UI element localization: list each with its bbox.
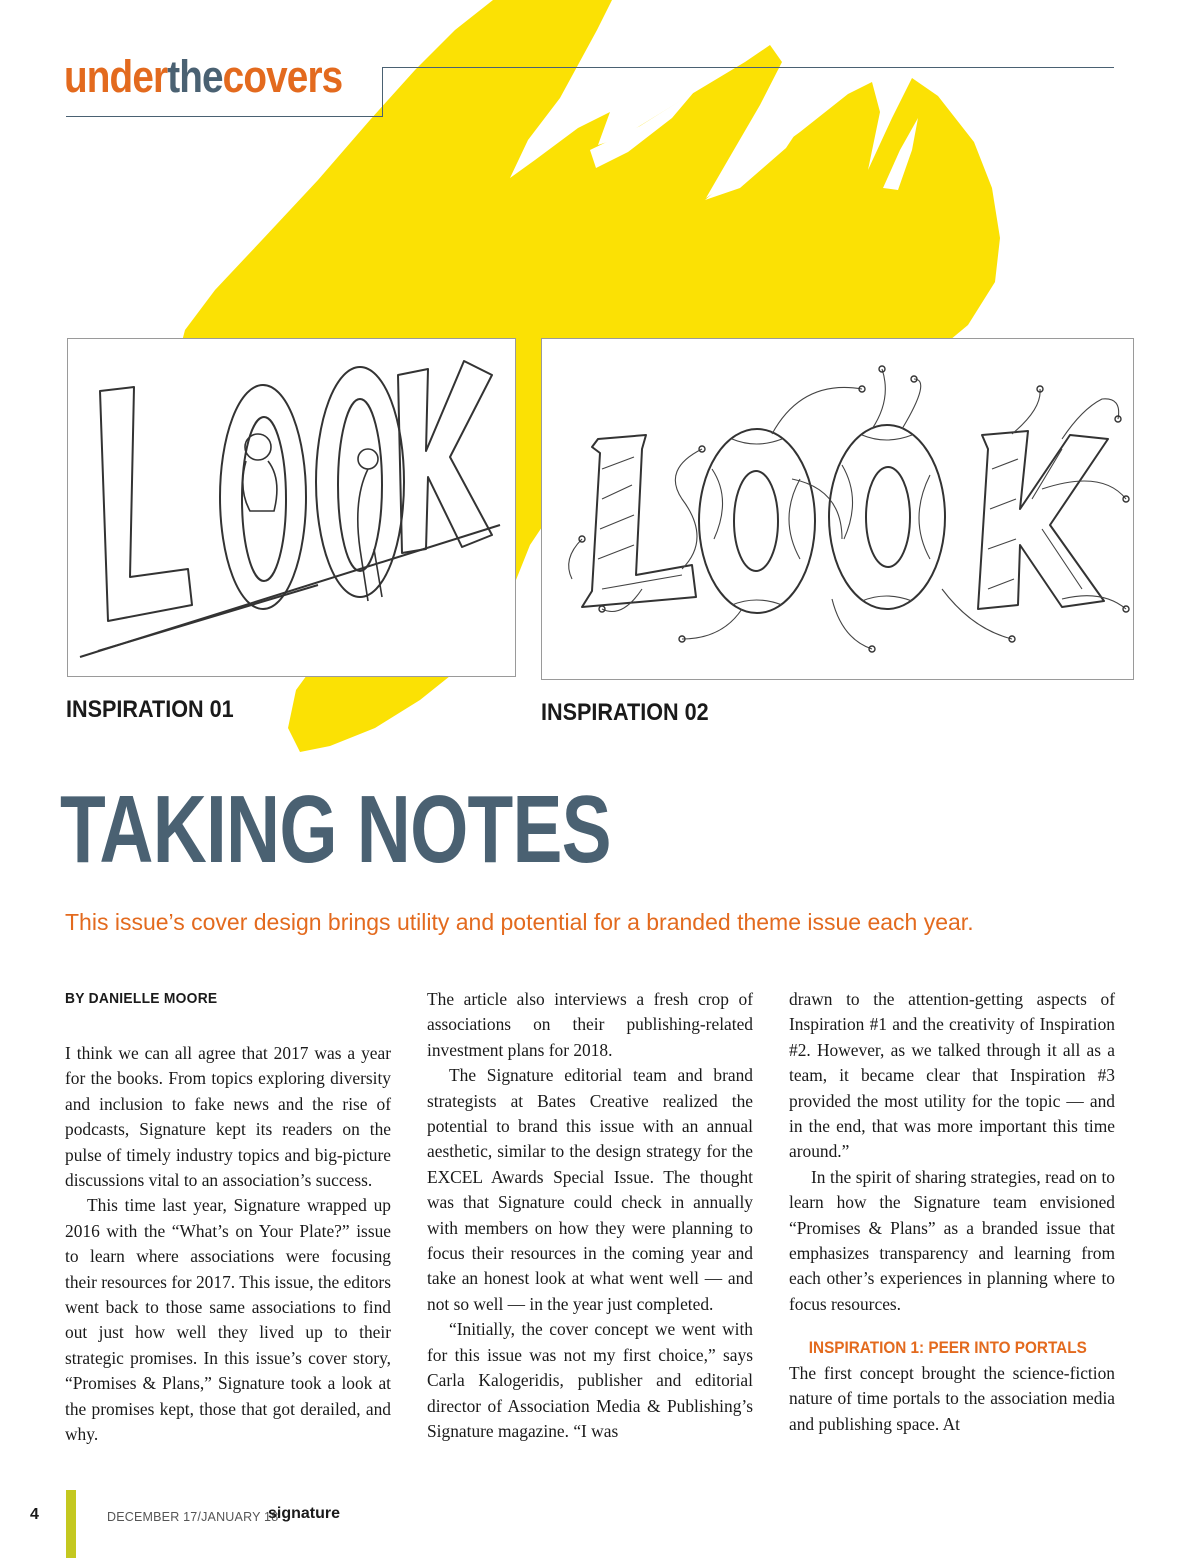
look-sketch-portal — [68, 339, 515, 676]
figure-head — [245, 434, 271, 460]
letter-l-outline — [100, 387, 192, 621]
article-deck: This issue’s cover design brings utility and potential for a branded theme issue each year. — [65, 909, 974, 935]
paragraph: This time last year, Signature wrapped up 2016 with the “What’s on Your Plate?” issue to learn where associations were focusing their resources for 2017. This issue, the editors went back to those same associations to find out just how well they lived up to their strategic promises. In this issue’s cover story, “Promises & Plans,” Signature took a look at the promises kept, those that got derailed, and why. — [65, 1195, 391, 1445]
letter-o1-outline — [220, 385, 306, 609]
body-column-1 — [65, 1041, 391, 1448]
figure-body — [243, 461, 277, 511]
figure-head — [358, 449, 378, 469]
tendril — [832, 599, 872, 649]
letter-hatching — [842, 435, 930, 601]
inspiration-01-label: INSPIRATION 01 — [66, 696, 234, 723]
header-rule-vertical — [382, 67, 383, 117]
tendril — [602, 589, 642, 612]
body-column-2 — [427, 987, 753, 1444]
inspiration-02-sketch — [541, 338, 1134, 680]
header-rule-bottom — [66, 116, 383, 117]
tendril — [675, 449, 702, 569]
paragraph: drawn to the attention-getting aspects of Inspiration #1 and the creativity of Inspiration #2. However, as we talked through it all as a team, it became clear that Inspiration #3 provided the most utility for the topic — and in the end, that was more important this time around.” — [789, 989, 1115, 1162]
tendril — [569, 539, 582, 579]
paragraph: The article also interviews a fresh crop of associations on their publishing-related investment plans for 2018. — [427, 989, 753, 1060]
tendril — [872, 369, 885, 429]
footer-accent-bar — [66, 1490, 76, 1558]
tendril — [942, 589, 1012, 639]
ground-line — [98, 585, 318, 651]
tendril — [902, 379, 921, 429]
letter-k-outline — [978, 431, 1108, 609]
tendril — [682, 609, 742, 639]
letter-hatching — [712, 439, 800, 605]
kicker-covers: covers — [222, 51, 343, 102]
look-sketch-tendrils — [542, 339, 1133, 679]
letter-o2-outline — [829, 425, 945, 609]
paragraph: The Signature editorial team and brand strategists at Bates Creative realized the potential to brand this issue with an annual aesthetic, similar to the design strategy for the EXCEL Awards Special Issue. The thought was that Signature could check in annually with members on how they were planning to focus their resources in the coming year and take an honest look at what went well — and not so well — in the year just completed. — [427, 1065, 753, 1314]
letter-o1-outline — [699, 429, 815, 613]
tendril — [1042, 481, 1126, 499]
letter-l-outline — [582, 435, 696, 607]
article-title: TAKING NOTES — [60, 776, 611, 883]
paragraph: I think we can all agree that 2017 was a year for the books. From topics exploring diversity and inclusion to fake news and the rise of podcasts, Signature kept its readers on the pulse of timely industry topics and big-picture discussions vital to an association’s success. — [65, 1043, 391, 1191]
paragraph: In the spirit of sharing strategies, read on to learn how the Signature team envisioned “Promises & Plans” as a branded issue that emphasizes transparency and learning from each other’s experiences in planning where to focus resources. — [789, 1166, 1115, 1314]
tendril — [792, 479, 842, 539]
tendril — [1062, 399, 1119, 439]
kicker-the: the — [167, 51, 223, 102]
kicker-under: under — [64, 51, 168, 102]
letter-o2-outline — [316, 367, 404, 597]
inspiration-01-sketch — [67, 338, 516, 677]
section-kicker — [64, 51, 343, 102]
footer-issue-date: DECEMBER 17/JANUARY 18 — [107, 1510, 279, 1524]
section-subhead: INSPIRATION 1: PEER INTO PORTALS — [808, 1338, 1087, 1358]
letter-o1-inner — [734, 471, 778, 571]
paragraph: “Initially, the cover concept we went with for this issue was not my first choice,” says Carla Kalogeridis, publisher and editorial director of Association Media & Publishing’s Signature magazine. “I was — [427, 1319, 753, 1441]
footer-magazine-name: signature — [268, 1505, 341, 1522]
letter-o1-portal — [242, 417, 286, 581]
paragraph: The first concept brought the science-fiction nature of time portals to the association media and publishing space. At — [789, 1362, 1115, 1434]
tendril — [772, 387, 862, 434]
letter-k-outline — [398, 361, 492, 553]
letter-o2-inner — [866, 467, 910, 567]
page-number: 4 — [30, 1506, 39, 1523]
header-rule-top — [382, 67, 1114, 68]
inspiration-02-label: INSPIRATION 02 — [541, 699, 709, 726]
tendril — [1012, 389, 1040, 434]
byline: BY DANIELLE MOORE — [65, 990, 218, 1007]
body-column-3 — [789, 987, 1115, 1437]
